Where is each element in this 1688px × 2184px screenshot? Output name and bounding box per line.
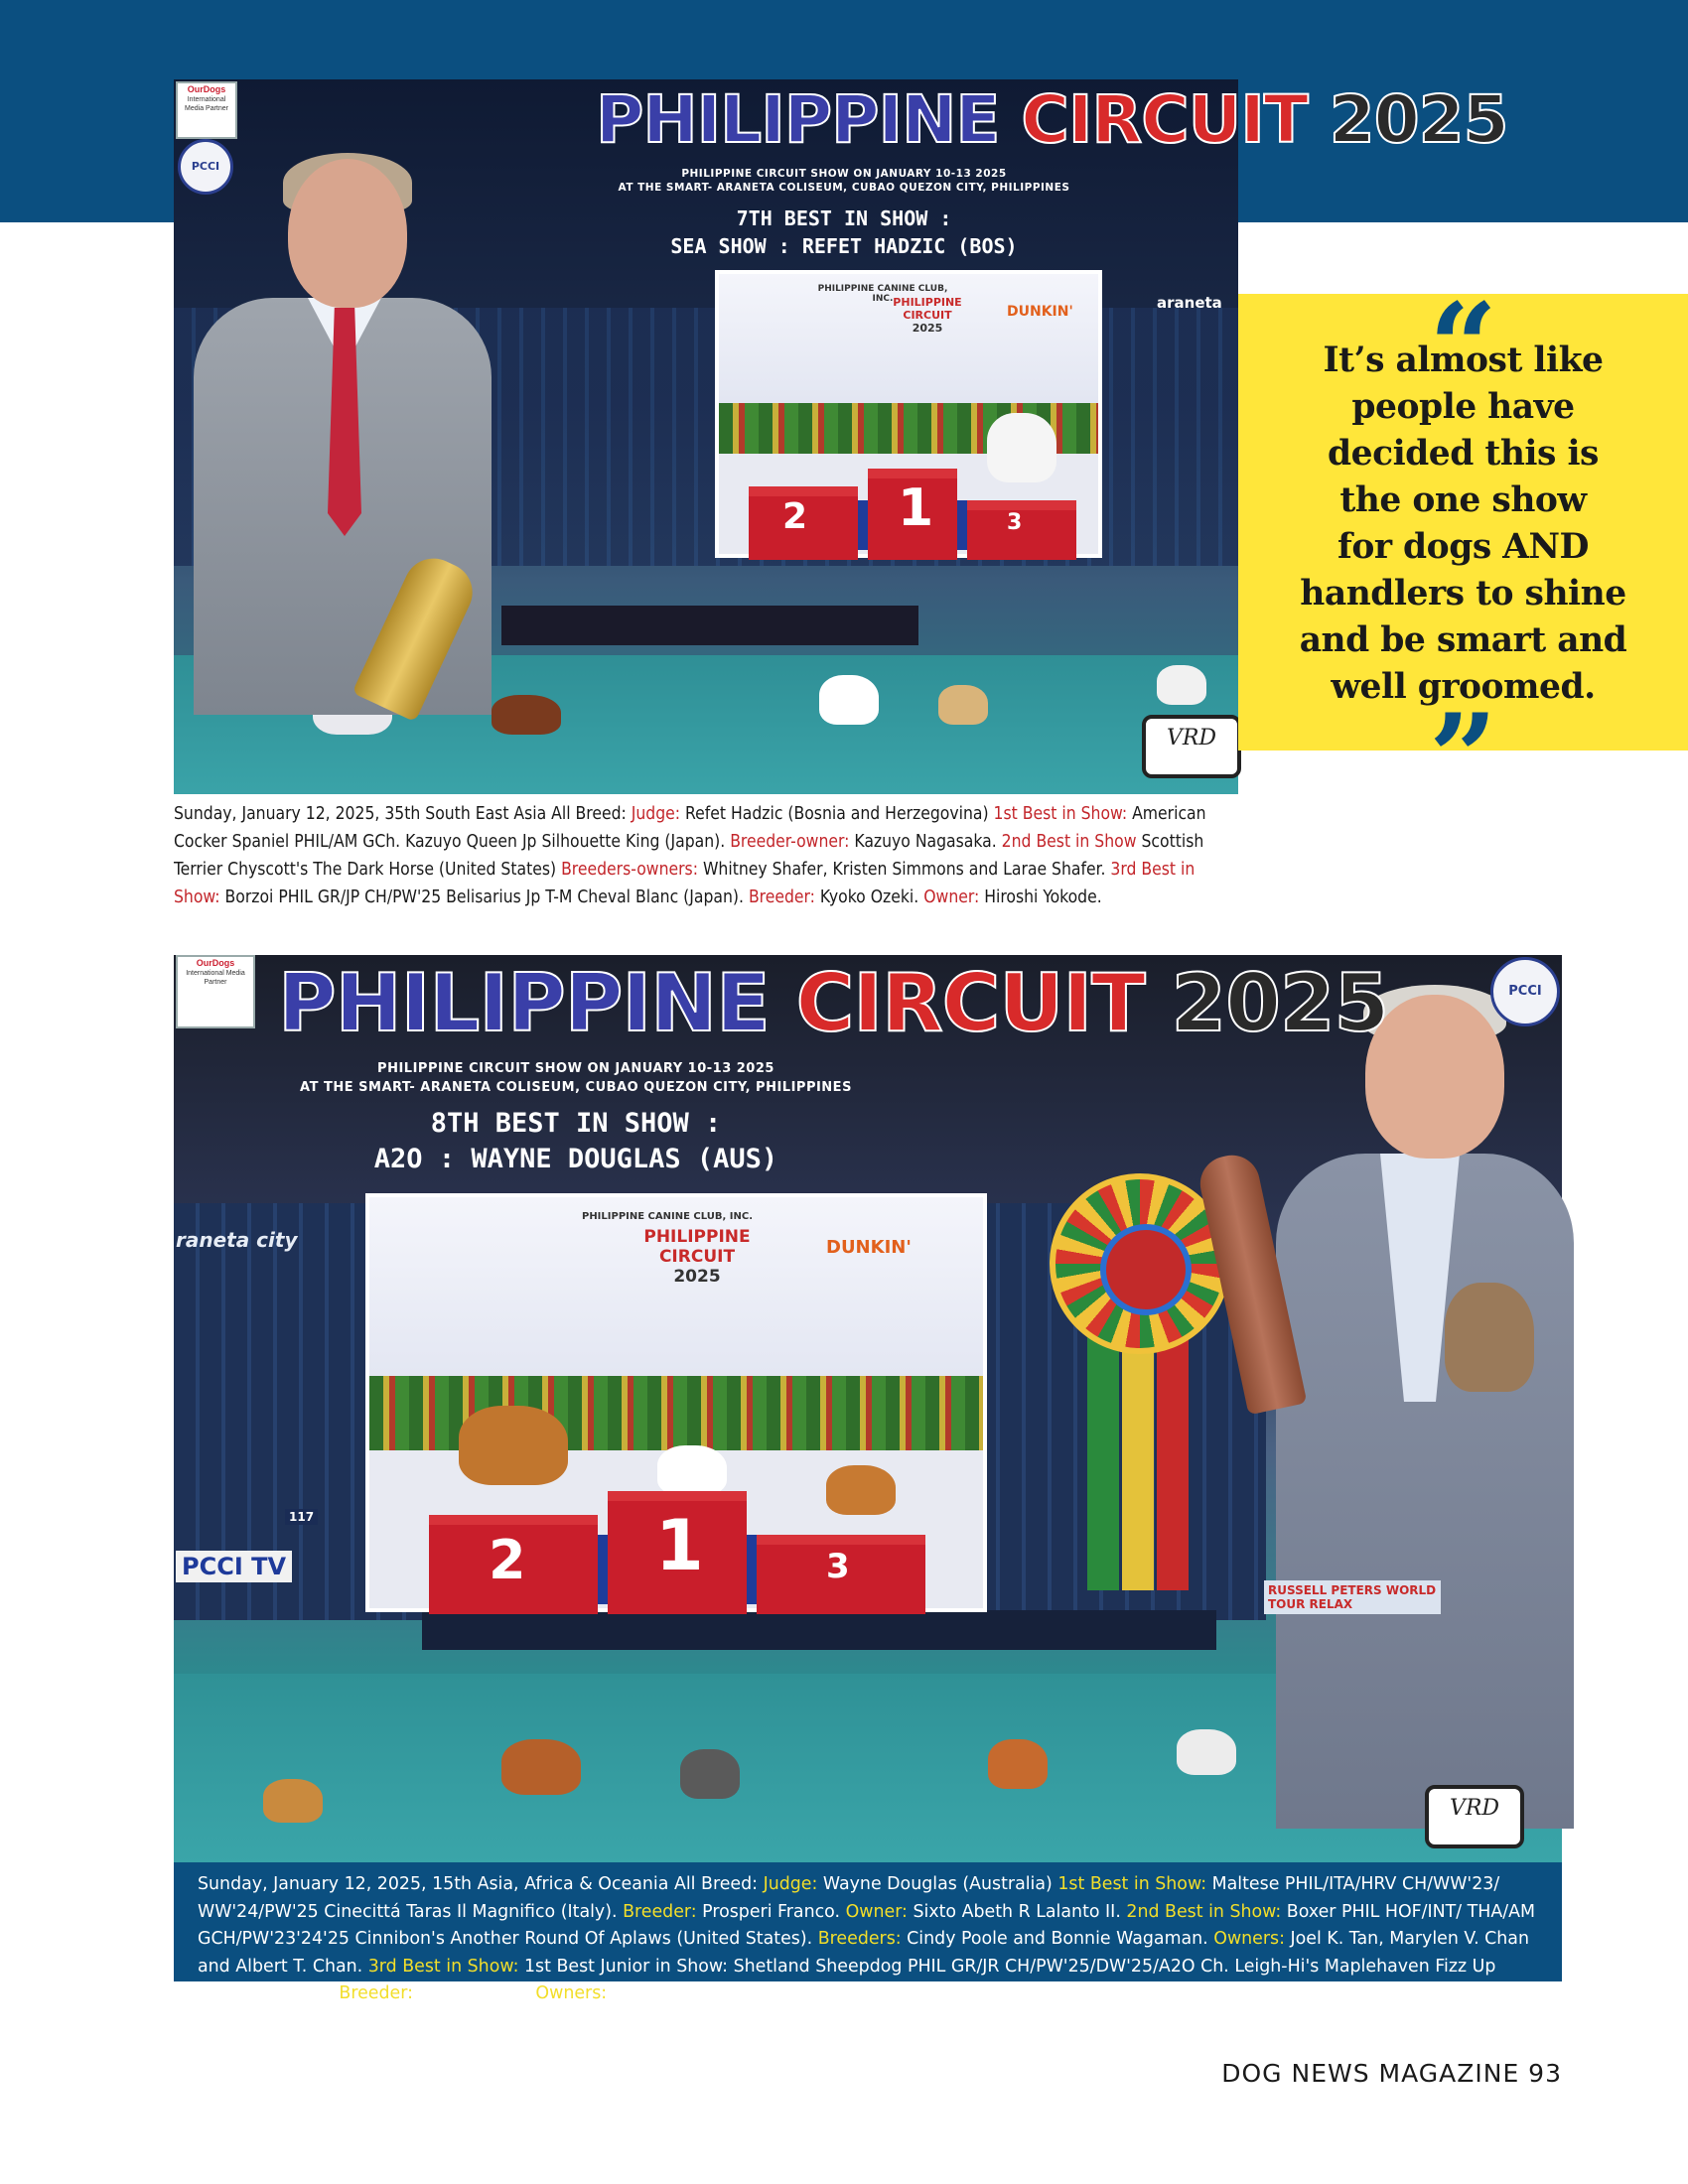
pcci-seal: PCCI [178, 139, 233, 195]
caption-8th-best-in-show: Sunday, January 12, 2025, 15th Asia, Africa & Oceania All Breed: Judge: Wayne Douglas (Australia) 1st Best in Show: Maltese PHIL/ITA/HRV CH/WW'23/ WW'24/PW'25 Cinecittá Taras Il Magnifico (Italy). Breeder: Prosperi Franco. Owner: Sixto Abeth R Lalanto II. 2nd Best in Show: Boxer PHIL HOF/INT/ THA/AM GCH/PW'23'24'25 Cinnibon's Another Round Of Aplaws (United States). Breeders: Cindy Poole and Bonnie Wagaman. Owners: Joel K. Tan, Marylen V. Chan and Albert T. Chan. 3rd Best in Show: 1st Best Junior in Show: Shetland Sheepdog PHIL GR/JR CH/PW'25/DW'25/A2O Ch. Leigh-Hi's Maplehaven Fizz Up (United States). Breeder: Kristi Walker. Owners: Amanda Lim Si Min and Ryu Chang Su. [174, 1862, 1562, 1981]
dog-boxer [501, 1739, 581, 1795]
banner-best-in-show: 8TH BEST IN SHOW : A2O : WAYNE DOUGLAS (AUS) [373, 1108, 778, 1174]
rosette-ribbon-red [1157, 1332, 1189, 1590]
photo-8th-best-in-show [174, 955, 1562, 1862]
our-dogs-badge: OurDogs International Media Partner [176, 81, 237, 139]
araneta-sign: araneta [1157, 294, 1222, 312]
dog-white-retriever [1177, 1729, 1236, 1775]
inset-dunkin-logo: DUNKIN' [826, 1237, 912, 1258]
banner-subtitle: PHILIPPINE CIRCUIT SHOW ON JANUARY 10-13 2025 AT THE SMART- ARANETA COLISEUM, CUBAO QUEZON CITY, PHILIPPINES [618, 168, 1070, 194]
inset-club-name: PHILIPPINE CANINE CLUB, INC. [817, 284, 948, 304]
inset-circuit-logo: PHILIPPINE CIRCUIT 2025 [643, 1227, 751, 1287]
inset-podium-3: 3 [967, 500, 1076, 560]
inset-dog-maltese [657, 1445, 727, 1495]
inset-dog-sheltie [826, 1465, 896, 1515]
judging-table [422, 1610, 1216, 1650]
inset-podium-1: 1 [868, 469, 957, 560]
dog-sheltie [263, 1779, 323, 1823]
pcci-tv-sign: PCCI TV [176, 1551, 292, 1582]
open-quote-mark: “ [1428, 277, 1498, 417]
our-dogs-badge: OurDogs International Media Partner [176, 955, 255, 1028]
banner-best-in-show: 7TH BEST IN SHOW : SEA SHOW : REFET HADZIC (BOS) [670, 206, 1018, 258]
dog-spitz [988, 1739, 1048, 1789]
inset-dog-boxer [459, 1406, 568, 1485]
page-footer: DOG NEWS MAGAZINE 93 [1221, 2059, 1562, 2088]
vrd-watermark-logo: VRD [1425, 1785, 1524, 1848]
dog-white-breed [1157, 665, 1206, 705]
inset-podium-2: 2 [429, 1515, 598, 1614]
rosette-ribbon-green [1087, 1332, 1119, 1590]
inset-podium-3: 3 [757, 1535, 925, 1614]
vrd-watermark-logo: VRD [1142, 715, 1241, 778]
plush-koala-toy [1445, 1283, 1534, 1392]
inset-podium-photo [715, 270, 1102, 558]
inset-dunkin-logo: DUNKIN' [1007, 304, 1073, 320]
araneta-city-sign: raneta city [176, 1228, 298, 1252]
judge-refet-hadzic [194, 159, 452, 695]
dog-dobermann [492, 695, 561, 735]
close-quote-mark: ” [1428, 688, 1498, 828]
inset-podium-photo [365, 1193, 987, 1612]
caption-7th-best-in-show: Sunday, January 12, 2025, 35th South East Asia All Breed: Judge: Refet Hadzic (Bosnia and Herzegovina) 1st Best in Show: American Cocker Spaniel PHIL/AM GCh. Kazuyo Queen Jp Silhouette King (Japan). Breeder-owner: Kazuyo Nagasaka. 2nd Best in Show Scottish Terrier Chyscott's The Dark Horse (United States) Breeders-owners: Whitney Shafer, Kristen Simmons and Larae Shafer. 3rd Best in Show: Borzoi PHIL GR/JP CH/PW'25 Belisarius Jp T-M Cheval Blanc (Japan). Breeder: Kyoko Ozeki. Owner: Hiroshi Yokode. [174, 804, 1206, 907]
banner-title: PHILIPPINE CIRCUIT 2025 [278, 957, 1389, 1049]
dog-terrier [938, 685, 988, 725]
tour-banner-sign: RUSSELL PETERS WORLD TOUR RELAX [1264, 1580, 1441, 1614]
pcci-seal: PCCI [1490, 957, 1560, 1026]
dog-kerry-blue [680, 1749, 740, 1799]
judge-face [288, 159, 407, 308]
banner-title: PHILIPPINE CIRCUIT 2025 [596, 81, 1508, 158]
pull-quote-text: It’s almost like people have decided this is the one show for dogs AND handlers to shine and be smart and well groomed. [1299, 341, 1627, 707]
inset-podium-2: 2 [749, 486, 858, 560]
inset-dog-borzoi [987, 413, 1056, 482]
inset-podium-1: 1 [608, 1491, 747, 1614]
section-117-sign: 117 [285, 1509, 318, 1525]
inset-circuit-logo: PHILIPPINE CIRCUIT 2025 [893, 296, 962, 335]
banner-subtitle: PHILIPPINE CIRCUIT SHOW ON JANUARY 10-13 2025 AT THE SMART- ARANETA COLISEUM, CUBAO QUEZON CITY, PHILIPPINES [300, 1061, 852, 1095]
pull-quote [1238, 277, 1688, 828]
inset-club-name: PHILIPPINE CANINE CLUB, INC. [581, 1211, 754, 1222]
rosette-ribbon-yellow [1122, 1332, 1154, 1590]
judging-table [501, 606, 918, 645]
dog-samoyed [819, 675, 879, 725]
